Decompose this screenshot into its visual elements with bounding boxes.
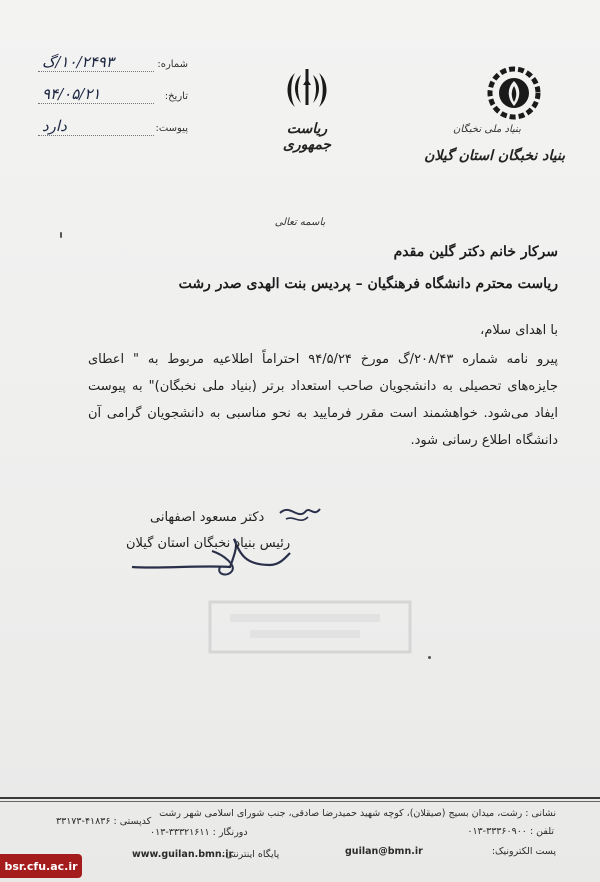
date-line xyxy=(38,103,154,104)
presidency-emblem xyxy=(272,65,342,153)
greeting: با اهدای سلام، xyxy=(480,323,558,338)
signatory-name: دکتر مسعود اصفهانی xyxy=(150,510,265,525)
attachment-value: دارد xyxy=(42,117,67,135)
footer-rule xyxy=(0,797,600,799)
foundation-caption-small: بنیاد ملی نخبگان xyxy=(453,124,521,135)
footer-fax: دورنگار : ۳۳۳۲۱۶۱۱-۰۱۳ xyxy=(150,827,248,838)
signatory-title: رئیس بنیاد نخبگان استان گیلان xyxy=(126,536,291,551)
attachment-line xyxy=(38,135,154,136)
site-badge[interactable]: bsr.cfu.ac.ir xyxy=(0,854,82,878)
foundation-logo-icon xyxy=(487,66,541,120)
footer-email[interactable]: guilan@bmn.ir xyxy=(345,846,423,857)
footer-email-label: پست الکترونیک: xyxy=(491,846,556,857)
date-row xyxy=(38,87,188,109)
footer-phone: تلفن : ۳۳۳۶۰۹۰۰-۰۱۳ xyxy=(467,826,554,837)
recipient-line-1: سرکار خانم دکتر گلین مقدم xyxy=(393,244,558,260)
footer-address: نشانی : رشت، میدان بسیج (صیقلان)، کوچه شهید حمیدرضا صادقی، جنب شورای اسلامی شهر رشت xyxy=(159,808,556,819)
date-label: تاریخ: xyxy=(164,91,188,102)
date-value: ۹۴/۰۵/۲۱ xyxy=(42,85,101,103)
number-row xyxy=(38,55,188,77)
footer-website[interactable]: www.guilan.bmn.ir xyxy=(132,849,234,860)
basmala: باسمه تعالی xyxy=(274,217,326,228)
footer-website-label: پایگاه اینترنتی: xyxy=(222,849,280,860)
letter-body: پیرو نامه شماره ۲۰۸/۴۳/گ مورخ ۹۴/۵/۲۴ احتراماً اطلاعیه مربوط به " اعطای جایزه‌های تحصیلی به دانشجویان صاحب استعداد برتر (بنیاد ملی نخبگان)" به پیوست ایفاد می‌شود. خواهشمند است مقرر فرمایید به نحو مناسبی به دانشجویان گرامی آن دانشگاه اطلاع رسانی شود. xyxy=(88,352,558,448)
recipient-line-2: ریاست محترم دانشگاه فرهنگیان – پردیس بنت الهدی صدر رشت xyxy=(178,276,558,292)
paper-speck xyxy=(60,232,62,238)
number-label: شماره: xyxy=(157,59,188,70)
footer-postal-code: کدپستی : ۴۱۸۳۶-۳۳۱۷۳ xyxy=(56,816,152,827)
foundation-caption-large: بنیاد نخبگان استان گیلان xyxy=(424,148,565,164)
iran-emblem-icon xyxy=(283,65,331,113)
faded-stamp xyxy=(190,590,450,670)
footer-rule-thin xyxy=(0,801,600,802)
number-value: ۱۰/۲۴۹۳/گ xyxy=(42,53,114,71)
attachment-label: پیوست: xyxy=(155,123,188,134)
paper-speck xyxy=(428,656,431,659)
number-line xyxy=(38,71,154,72)
presidency-caption: ریاست جمهوری xyxy=(282,121,332,153)
attachment-row xyxy=(38,119,188,141)
